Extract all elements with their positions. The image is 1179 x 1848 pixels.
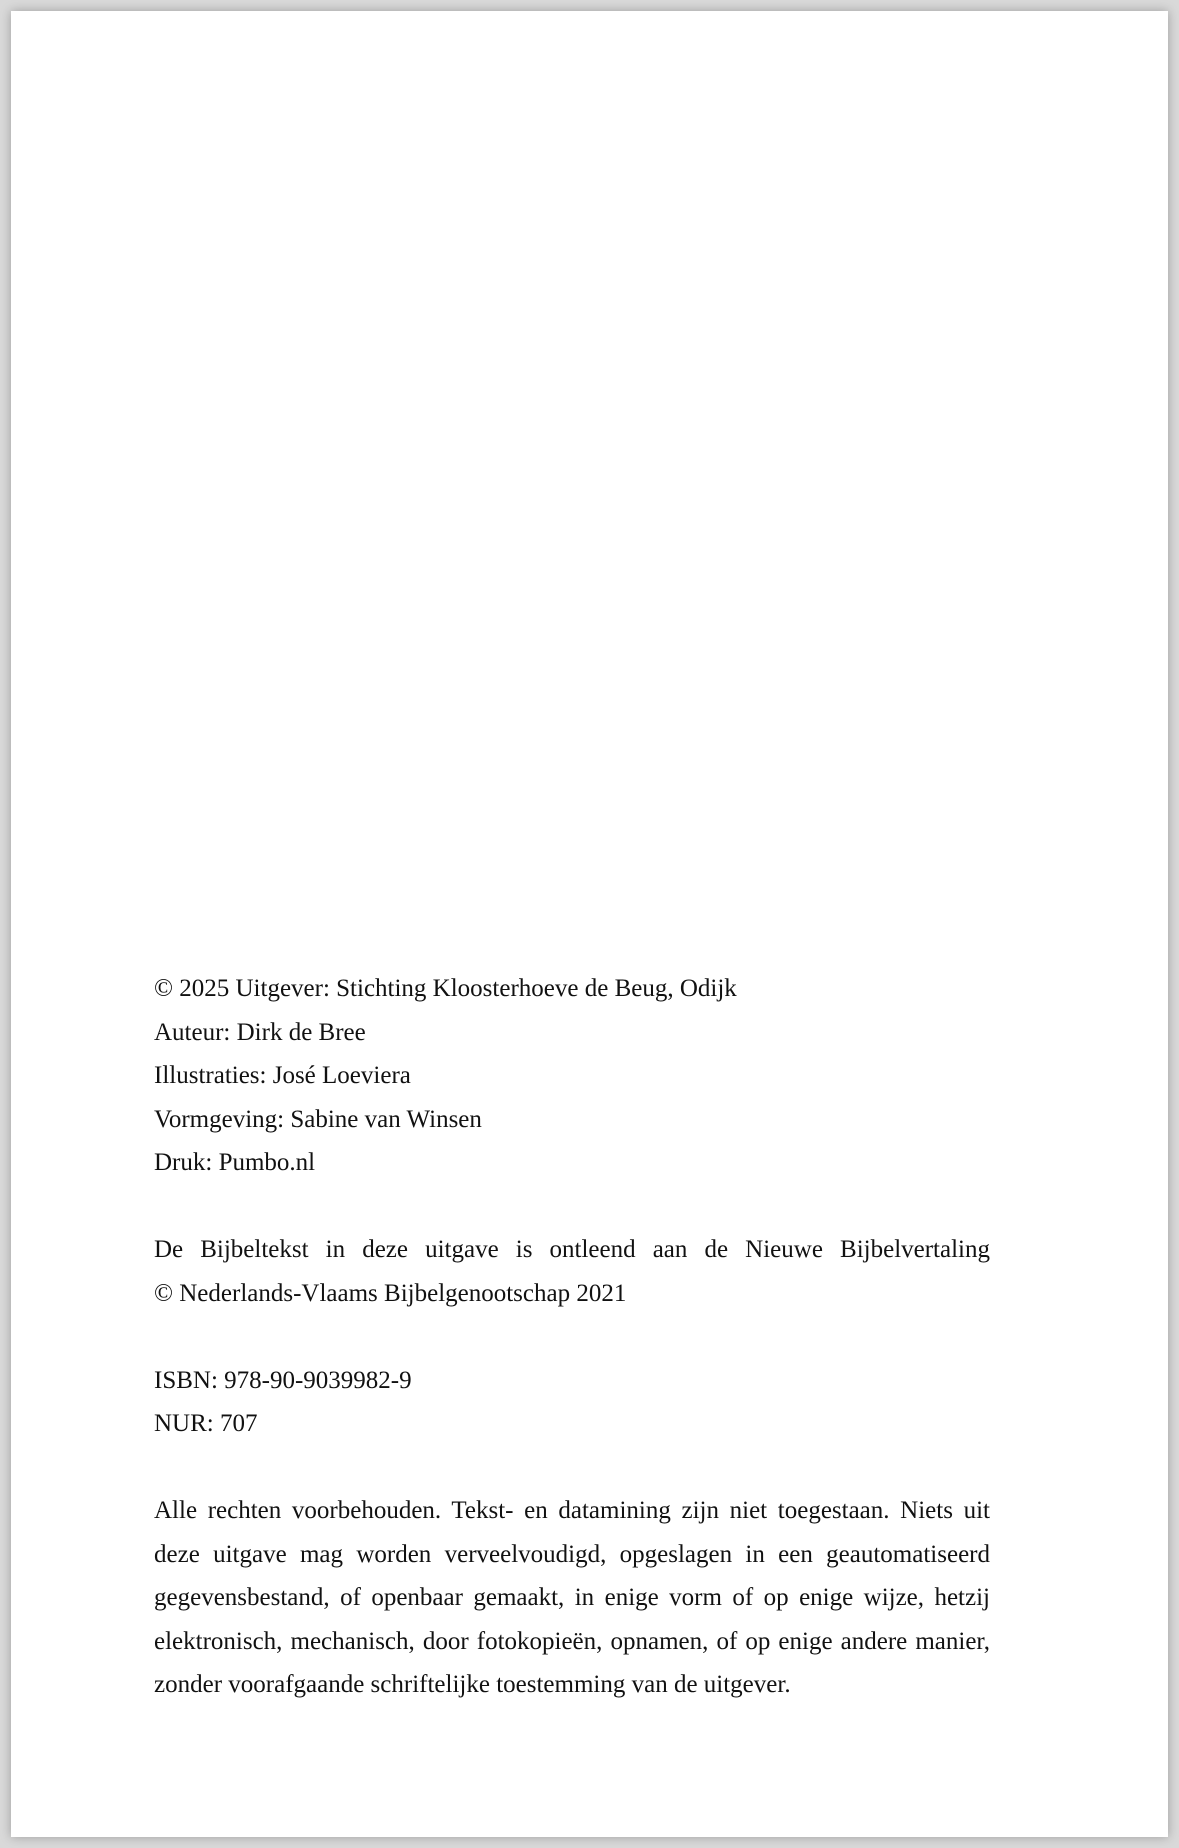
copyright-publisher-line: © 2025 Uitgever: Stichting Kloosterhoeve de Beug, Odijk (154, 975, 737, 1002)
credits-block (154, 967, 990, 1185)
colophon (154, 967, 990, 1707)
design-line: Vormgeving: Sabine van Winsen (154, 1105, 482, 1133)
print-line: Druk: Pumbo.nl (154, 1149, 316, 1176)
author-line: Auteur: Dirk de Bree (154, 1018, 366, 1046)
bible-notice-block (154, 1228, 990, 1315)
book-page (11, 11, 1168, 1837)
illustrations-line: Illustraties: José Loeviera (154, 1062, 411, 1089)
nur-line: NUR: 707 (154, 1410, 258, 1437)
bible-notice-line-1: De Bijbeltekst in deze uitgave is ontleend aan de Nieuwe Bijbelvertaling (154, 1236, 990, 1263)
isbn-line: ISBN: 978-90-9039982-9 (154, 1366, 412, 1394)
rights-block (154, 1489, 990, 1707)
rights-paragraph: Alle rechten voorbehouden. Tekst- en datamining zijn niet toegestaan. Niets uit deze uitgave mag worden verveelvoudigd, opgeslagen in een geautomatiseerd gegevensbestand, of openbaar gemaakt, in enige vorm of op enige wijze, hetzij elektronisch, mechanisch, door fotokopieën, opnamen, of op enige andere manier, zonder voorafgaande schriftelijke toestemming van de uitgever. (154, 1497, 990, 1698)
bible-notice-line-2: © Nederlands-Vlaams Bijbelgenootschap 2021 (154, 1279, 627, 1307)
identifiers-block (154, 1359, 990, 1446)
